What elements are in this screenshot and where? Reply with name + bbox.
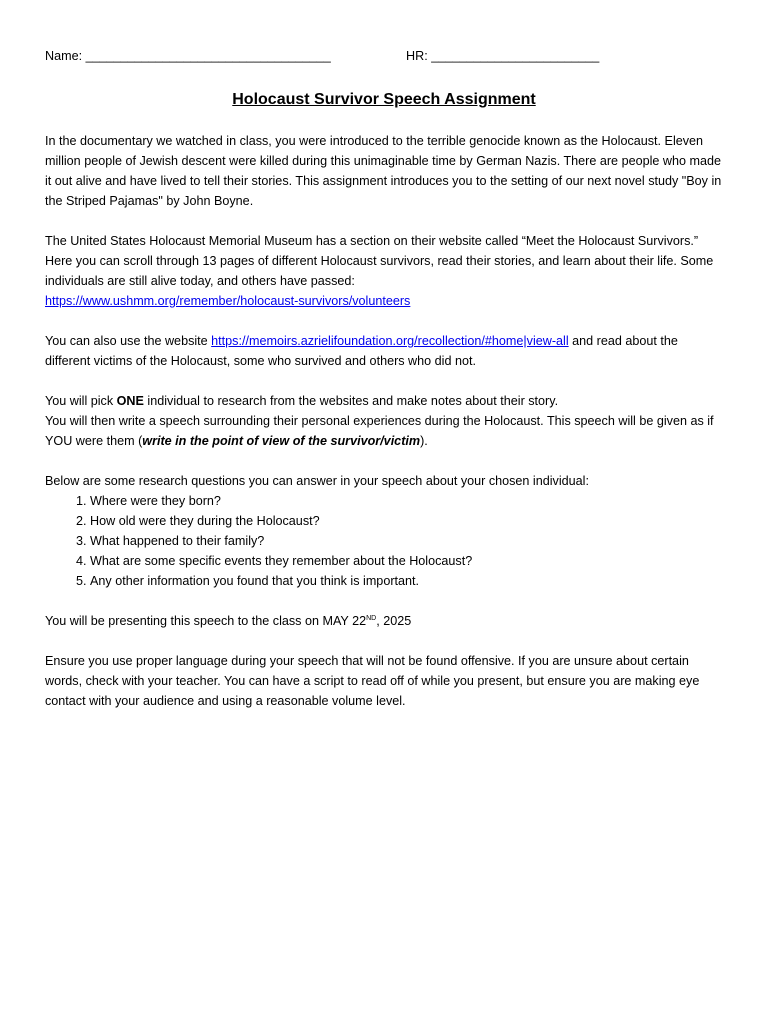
speech-emphasis: write in the point of view of the survivor/victim <box>142 434 421 448</box>
closing-paragraph: Ensure you use proper language during your speech that will not be found offensive. If you are unsure about certain words, check with your teacher. You can have a script to read off of while you present, but ensure you are making eye contact with your audience and using a reasonable volume level. <box>45 654 700 708</box>
intro-paragraph: In the documentary we watched in class, you were introduced to the terrible genocide known as the Holocaust. Eleven million people of Jewish descent were killed during this unimaginable time by German Nazis. There are people who made it out alive and have lived to tell their stories. This assignment introduces you to the setting of our next novel study "Boy in the Striped Pajamas" by John Boyne. <box>45 134 722 208</box>
pick-text-before: You will pick <box>45 394 117 408</box>
pick-text-after: individual to research from the websites and make notes about their story. <box>143 394 559 408</box>
alternate-website-paragraph <box>45 331 725 371</box>
list-item: 2. How old were they during the Holocaust? <box>90 511 725 531</box>
speech-paragraph <box>45 411 725 451</box>
questions-intro: Below are some research questions you can answer in your speech about your chosen individual: <box>45 474 589 488</box>
header-fields <box>45 46 725 66</box>
date-suffix: ND <box>366 614 377 622</box>
museum-paragraph <box>45 231 725 311</box>
pick-emphasis: ONE <box>116 394 144 408</box>
pick-paragraph <box>45 391 725 411</box>
presenting-paragraph <box>45 611 725 631</box>
document-body <box>45 131 725 731</box>
museum-text: The United States Holocaust Memorial Museum has a section on their website called “Meet the Holocaust Survivors.” Here you can scroll through 13 pages of different Holocaust survivors, read their stories, and learn about their life. Some individuals are still alive today, and others have passed: <box>45 234 714 288</box>
speech-text-before: You will then write a speech surrounding their personal experiences during the Holocaust. This speech will be given as if YOU were them ( <box>45 414 714 448</box>
list-item: 3. What happened to their family? <box>90 531 725 551</box>
azrieli-link[interactable]: https://memoirs.azrielifoundation.org/recollection/#home|view-all <box>211 334 569 348</box>
name-field: Name: ___________________________________ <box>45 49 331 63</box>
ushmm-link[interactable]: https://www.ushmm.org/remember/holocaust-survivors/volunteers <box>45 294 411 308</box>
alternate-text-after: and read about the different victims of the Holocaust, some who survived and others who did not. <box>45 334 678 368</box>
page-title: Holocaust Survivor Speech Assignment <box>232 91 536 108</box>
presenting-text-before: You will be presenting this speech to the class on MAY 22 <box>45 614 367 628</box>
hr-field: HR: ________________________ <box>406 49 600 63</box>
presenting-text-after: , 2025 <box>376 614 412 628</box>
list-item: 4. What are some specific events they remember about the Holocaust? <box>90 551 725 571</box>
list-item: 1. Where were they born? <box>90 491 725 511</box>
speech-text-after: ). <box>420 434 428 448</box>
list-item: 5. Any other information you found that you think is important. <box>90 571 725 591</box>
questions-list <box>45 491 725 591</box>
alternate-text-before: You can also use the website <box>45 334 212 348</box>
